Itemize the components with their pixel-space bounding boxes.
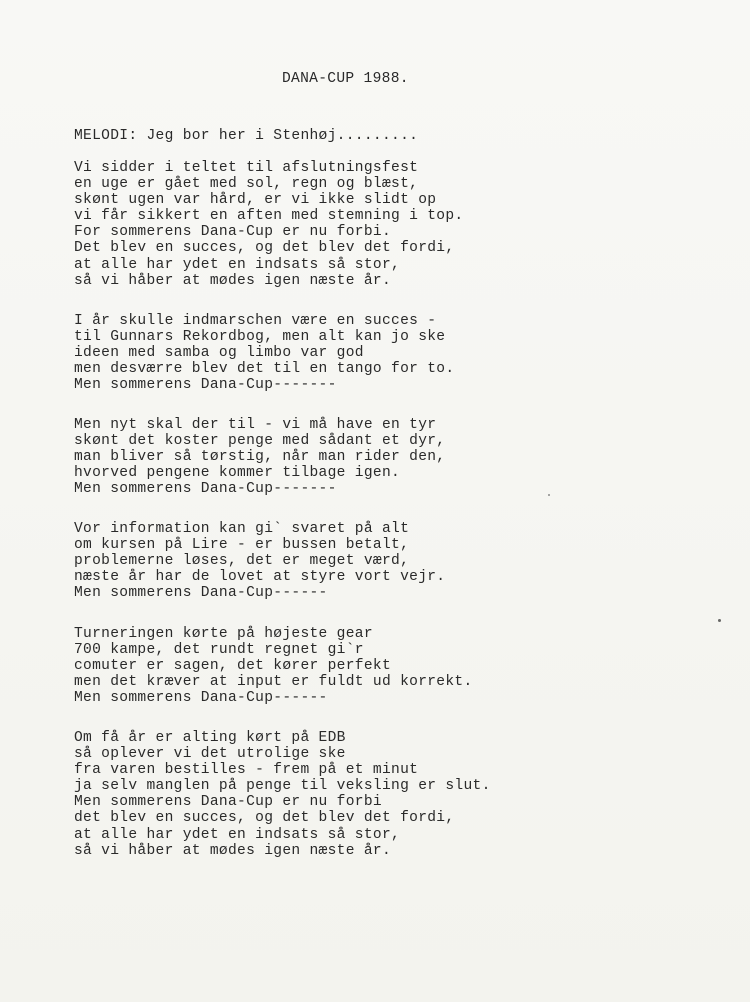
verse-line: Turneringen kørte på højeste gear <box>74 626 373 642</box>
verse-line: at alle har ydet en indsats så stor, <box>74 256 401 273</box>
stanza-3 <box>74 417 445 497</box>
verse-line: så vi håber at mødes igen næste år. <box>74 272 392 289</box>
verse-line: så vi håber at mødes igen næste år. <box>74 842 392 859</box>
verse-line: hvorved pengene kommer tilbage igen. <box>74 465 401 482</box>
stanza-5 <box>74 626 473 706</box>
verse-line: I år skulle indmarschen være en succes - <box>74 313 437 329</box>
verse-line: Men sommerens Dana-Cup------ <box>74 585 328 602</box>
verse-line: Om få år er alting kørt på EDB <box>74 730 346 746</box>
verse-line: til Gunnars Rekordbog, men alt kan jo ske <box>74 329 446 346</box>
verse-line: næste år har de lovet at styre vort vejr. <box>74 569 446 586</box>
verse-line: Men nyt skal der til - vi må have en tyr <box>74 417 437 433</box>
verse-line: Men sommerens Dana-Cup------- <box>74 377 337 394</box>
verse-line: men det kræver at input er fuldt ud korrekt. <box>74 674 473 691</box>
verse-line: Det blev en succes, og det blev det fordi, <box>74 240 455 257</box>
stanza-6 <box>74 730 491 859</box>
stanza-2 <box>74 313 454 393</box>
verse-line: fra varen bestilles - frem på et minut <box>74 762 419 779</box>
verse-line: Men sommerens Dana-Cup er nu forbi <box>74 794 382 811</box>
verse-line: problemerne løses, det er meget værd, <box>74 553 410 570</box>
verse-line: ja selv manglen på penge til veksling er slut. <box>74 778 491 795</box>
verse-line: Vi sidder i teltet til afslutningsfest <box>74 160 419 176</box>
stanza-4 <box>74 521 445 601</box>
verse-line: For sommerens Dana-Cup er nu forbi. <box>74 224 392 241</box>
verse-line: om kursen på Lire - er bussen betalt, <box>74 537 410 554</box>
paper-speck <box>718 619 721 622</box>
paper-speck <box>548 494 550 496</box>
verse-line: vi får sikkert en aften med stemning i top. <box>74 208 464 225</box>
verse-line: Men sommerens Dana-Cup------- <box>74 481 337 498</box>
verse-line: ideen med samba og limbo var god <box>74 345 364 362</box>
page-title: DANA-CUP 1988. <box>282 71 409 87</box>
verse-line: man bliver så tørstig, når man rider den, <box>74 449 446 466</box>
verse-line: det blev en succes, og det blev det fordi, <box>74 810 455 827</box>
verse-line: men desværre blev det til en tango for to. <box>74 361 455 378</box>
verse-line: skønt ugen var hård, er vi ikke slidt op <box>74 192 437 209</box>
verse-line: en uge er gået med sol, regn og blæst, <box>74 176 419 193</box>
melody-line: MELODI: Jeg bor her i Stenhøj......... <box>74 128 419 144</box>
verse-line: at alle har ydet en indsats så stor, <box>74 826 401 843</box>
verse-line: 700 kampe, det rundt regnet gi`r <box>74 642 364 659</box>
verse-line: skønt det koster penge med sådant et dyr, <box>74 433 446 450</box>
verse-line: comuter er sagen, det kører perfekt <box>74 658 392 675</box>
verse-line: så oplever vi det utrolige ske <box>74 746 346 763</box>
verse-line: Vor information kan gi` svaret på alt <box>74 521 410 537</box>
stanza-1 <box>74 160 463 289</box>
verse-line: Men sommerens Dana-Cup------ <box>74 690 328 707</box>
